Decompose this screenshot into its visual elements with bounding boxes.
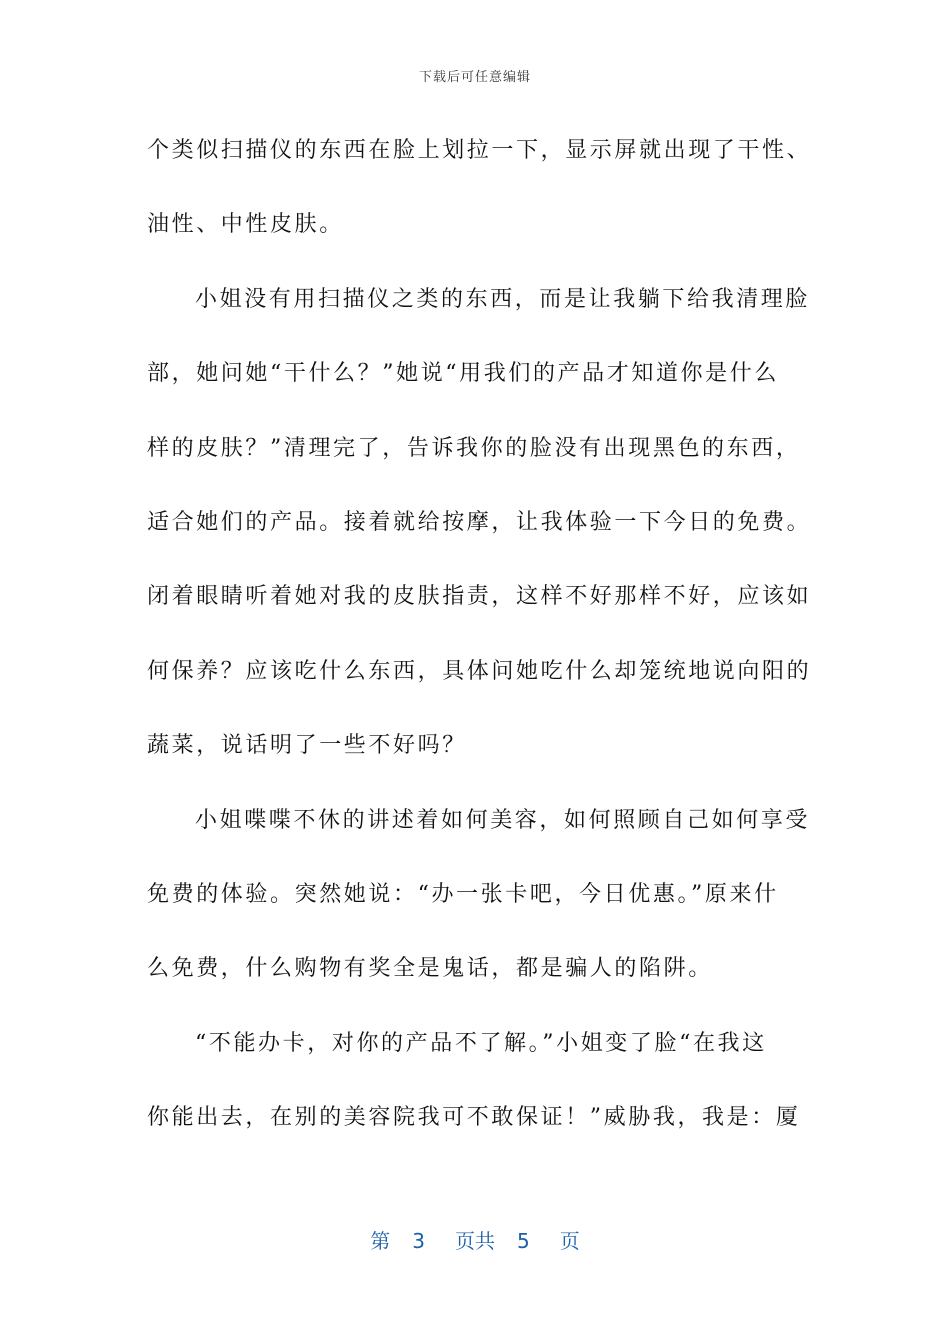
text-line: 部，她问她“干什么？”她说“用我们的产品才知道你是什么 xyxy=(147,361,779,387)
text-line: 何保养？应该吃什么东西，具体问她吃什么却笼统地说向阳的 xyxy=(147,658,812,684)
current-page-number: 3 xyxy=(412,1229,425,1253)
text-line: 样的皮肤？”清理完了，告诉我你的脸没有出现黑色的东西， xyxy=(147,435,801,461)
page-label-suffix: 页 xyxy=(559,1229,580,1253)
text-line: 小姐没有用扫描仪之类的东西，而是让我躺下给我清理脸 xyxy=(195,286,811,312)
page-header: 下载后可任意编辑 xyxy=(418,70,531,85)
page-footer xyxy=(0,1225,950,1254)
document-body xyxy=(147,114,812,1155)
text-line: 蔬菜，说话明了一些不好吗？ xyxy=(147,733,467,759)
text-line: 你能出去，在别的美容院我可不敢保证！”威胁我，我是：厦 xyxy=(147,1105,801,1131)
text-line: 闭着眼睛听着她对我的皮肤指责，这样不好那样不好，应该如 xyxy=(147,584,812,610)
total-pages-number: 5 xyxy=(517,1229,530,1253)
page-label-middle: 页共 xyxy=(455,1229,495,1253)
text-line: 免费的体验。突然她说：“办一张卡吧，今日优惠。”原来什 xyxy=(147,881,779,907)
text-line: 适合她们的产品。接着就给按摩，让我体验一下今日的免费。 xyxy=(147,509,812,535)
page-label-prefix: 第 xyxy=(370,1229,391,1253)
text-line: 么免费，什么购物有奖全是鬼话，都是骗人的陷阱。 xyxy=(147,956,713,982)
text-line: “不能办卡，对你的产品不了解。”小姐变了脸“在我这 xyxy=(195,1030,767,1056)
text-line: 个类似扫描仪的东西在脸上划拉一下，显示屏就出现了干性、 xyxy=(147,138,812,163)
text-line: 油性、中性皮肤。 xyxy=(147,212,344,238)
text-line: 小姐喋喋不休的讲述着如何美容，如何照顾自己如何享受 xyxy=(195,807,811,833)
